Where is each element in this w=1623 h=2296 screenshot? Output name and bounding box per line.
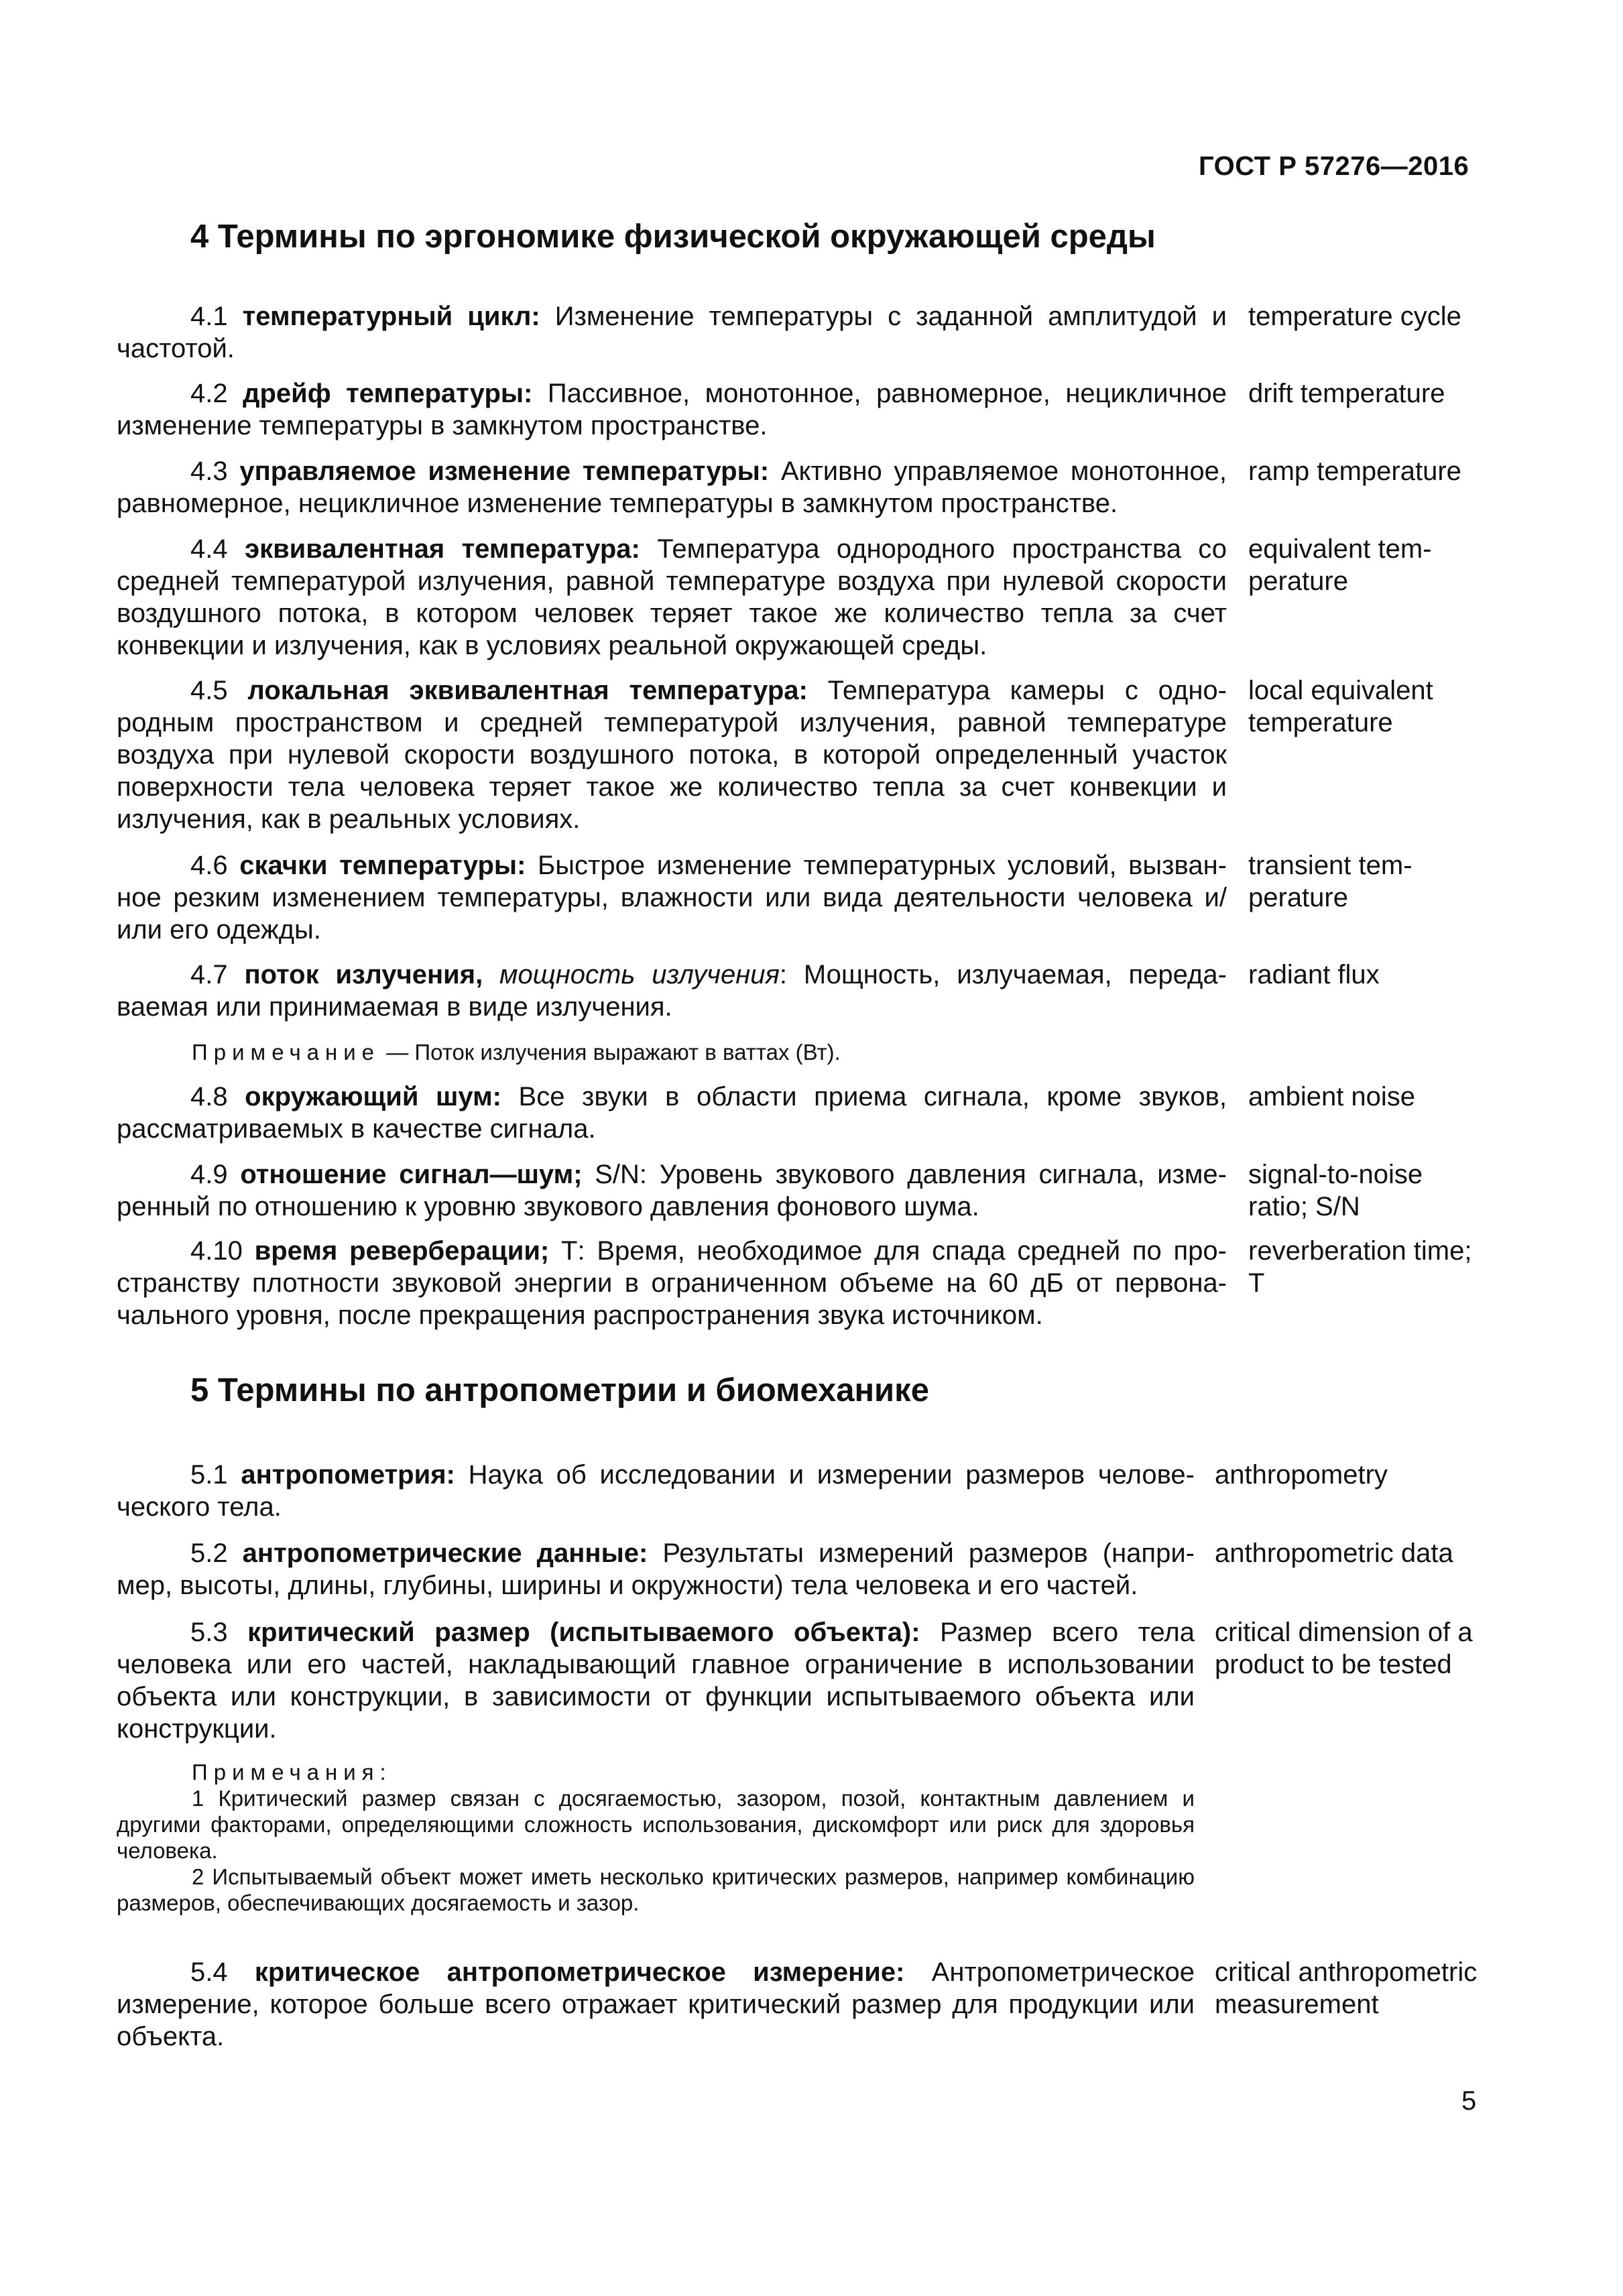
term-english: ramp temperature <box>1248 457 1461 486</box>
term-definition: 4.9 отношение сигнал—шум; S/N: Уровень звукового давления сигнала, измеренный по отношению к уровню звукового давления фонового шума. <box>117 1160 1227 1221</box>
term-english: drift temperature <box>1248 379 1445 408</box>
term-name: отношение сигнал—шум; <box>240 1160 583 1189</box>
notes-label: Примечания: <box>192 1760 392 1785</box>
term-english: equivalent temperature <box>1248 534 1432 596</box>
term-name: температурный цикл: <box>242 302 540 331</box>
note-text: — Поток излучения выражают в ваттах (Вт). <box>386 1040 841 1065</box>
term-english: temperature cycle <box>1248 302 1461 331</box>
term-definition: 5.2 антропометрические данные: Результаты измерений размеров (например, высоты, длины, глубины, ширины и окружности) тела человека и его частей. <box>117 1538 1195 1600</box>
note-item: 2 Испытываемый объект может иметь несколько критических размеров, например комбинацию размеров, обеспечивающих досягаемость и зазор. <box>117 1864 1195 1915</box>
term-definition: 4.7 поток излучения, мощность излучения: Мощность, излучаемая, передаваемая или принимаемая в виде излучения. <box>117 960 1227 1022</box>
term-english: anthropometry <box>1215 1460 1388 1490</box>
term-definition: 5.4 критическое антропометрическое измерение: Антропометрическое измерение, которое больше всего отражает критический размер для продукции или объекта. <box>117 1957 1195 2051</box>
term-name: эквивалентная температура: <box>244 534 640 564</box>
term-definition: 4.4 эквивалентная температура: Температура однородного пространства со средней температурой излучения, равной температуре воздуха при нулевой скорости воздушного потока, в котором человек теряет такое же количество тепла за счет конвекции и излучения, как в условиях реальной окружающей среды. <box>117 534 1227 660</box>
term-definition: 4.8 окружающий шум: Все звуки в области приема сигнала, кроме звуков, рассматриваемых в качестве сигнала. <box>117 1082 1227 1144</box>
term-name: локальная эквивалентная температура: <box>247 676 808 705</box>
term-english: radiant flux <box>1248 960 1380 989</box>
term-definition: 4.3 управляемое изменение температуры: Активно управляемое монотонное, равномерное, нецикличное изменение температуры в замкнутом пространстве. <box>117 457 1227 518</box>
term-name: управляемое изменение температуры: <box>239 457 770 486</box>
term-definition: 5.1 антропометрия: Наука об исследовании и измерении размеров человеческого тела. <box>117 1460 1195 1522</box>
notes-5-3 <box>117 1759 1195 1916</box>
term-name: поток излучения, <box>244 960 483 989</box>
term-english: critical anthropometric measurement <box>1215 1957 1478 2019</box>
term-synonym: мощность излучения <box>499 960 780 989</box>
term-name: критическое антропометрическое измерение: <box>254 1957 905 1987</box>
term-name: антропометрические данные: <box>242 1538 648 1568</box>
term-english: transient temperature <box>1248 851 1412 912</box>
note-4-7 <box>117 1039 1227 1065</box>
term-english: reverberation time; T <box>1248 1236 1472 1298</box>
term-name: время реверберации; <box>254 1236 550 1266</box>
page-number: 5 <box>1461 2086 1477 2116</box>
note-item: 1 Критический размер связан с досягаемостью, зазором, позой, контактным давлением и другими факторами, определяющими сложность использования, дискомфорт или риск для здоровья человека. <box>117 1786 1195 1863</box>
term-english: anthropometric data <box>1215 1538 1453 1568</box>
term-name: антропометрия: <box>241 1460 455 1490</box>
term-english: signal-to-noise ratio; S/N <box>1248 1160 1423 1221</box>
term-english: critical dimension of a product to be tested <box>1215 1618 1473 1679</box>
term-definition: 5.3 критический размер (испытываемого объекта): Размер всего тела человека или его частей, накладывающий главное ограничение в использовании объекта или конструкции, в зависимости от функции испытываемого объекта или конструкции. <box>117 1618 1195 1744</box>
section-4-title: 4 Термины по эргономике физической окружающей среды <box>190 219 1156 255</box>
term-name: окружающий шум: <box>245 1082 501 1111</box>
term-definition: 4.10 время реверберации; Т: Время, необходимое для спада средней по пространству плотности звуковой энергии в ограниченном объеме на 60 дБ от первоначального уровня, после прекращения распространения звука источником. <box>117 1236 1227 1330</box>
section-5-title: 5 Термины по антропометрии и биомеханике <box>190 1372 929 1408</box>
term-english: local equivalent temperature <box>1248 676 1433 737</box>
document-header: ГОСТ Р 57276—2016 <box>1199 152 1469 181</box>
term-definition: 4.2 дрейф температуры: Пассивное, монотонное, равномерное, нецикличное изменение температуры в замкнутом пространстве. <box>117 379 1227 440</box>
term-definition: 4.5 локальная эквивалентная температура: Температура камеры с однородным пространством и средней температурой излучения, равной температуре воздуха при нулевой скорости воздушного потока, в которой определенный участок поверхности тела человека теряет такое же количество тепла за счет конвекции и излучения, как в реальных условиях. <box>117 676 1227 834</box>
term-english: ambient noise <box>1248 1082 1416 1111</box>
term-name: дрейф температуры: <box>243 379 533 408</box>
term-name: скачки температуры: <box>239 851 526 880</box>
note-label: Примечание <box>192 1040 381 1065</box>
term-definition: 4.6 скачки температуры: Быстрое изменение температурных условий, вызванное резким изменением температуры, влажности или вида деятельности человека и/или его одежды. <box>117 851 1227 945</box>
term-name: критический размер (испытываемого объекта): <box>247 1618 920 1647</box>
term-definition: 4.1 температурный цикл: Изменение температуры с заданной амплитудой и частотой. <box>117 302 1227 363</box>
